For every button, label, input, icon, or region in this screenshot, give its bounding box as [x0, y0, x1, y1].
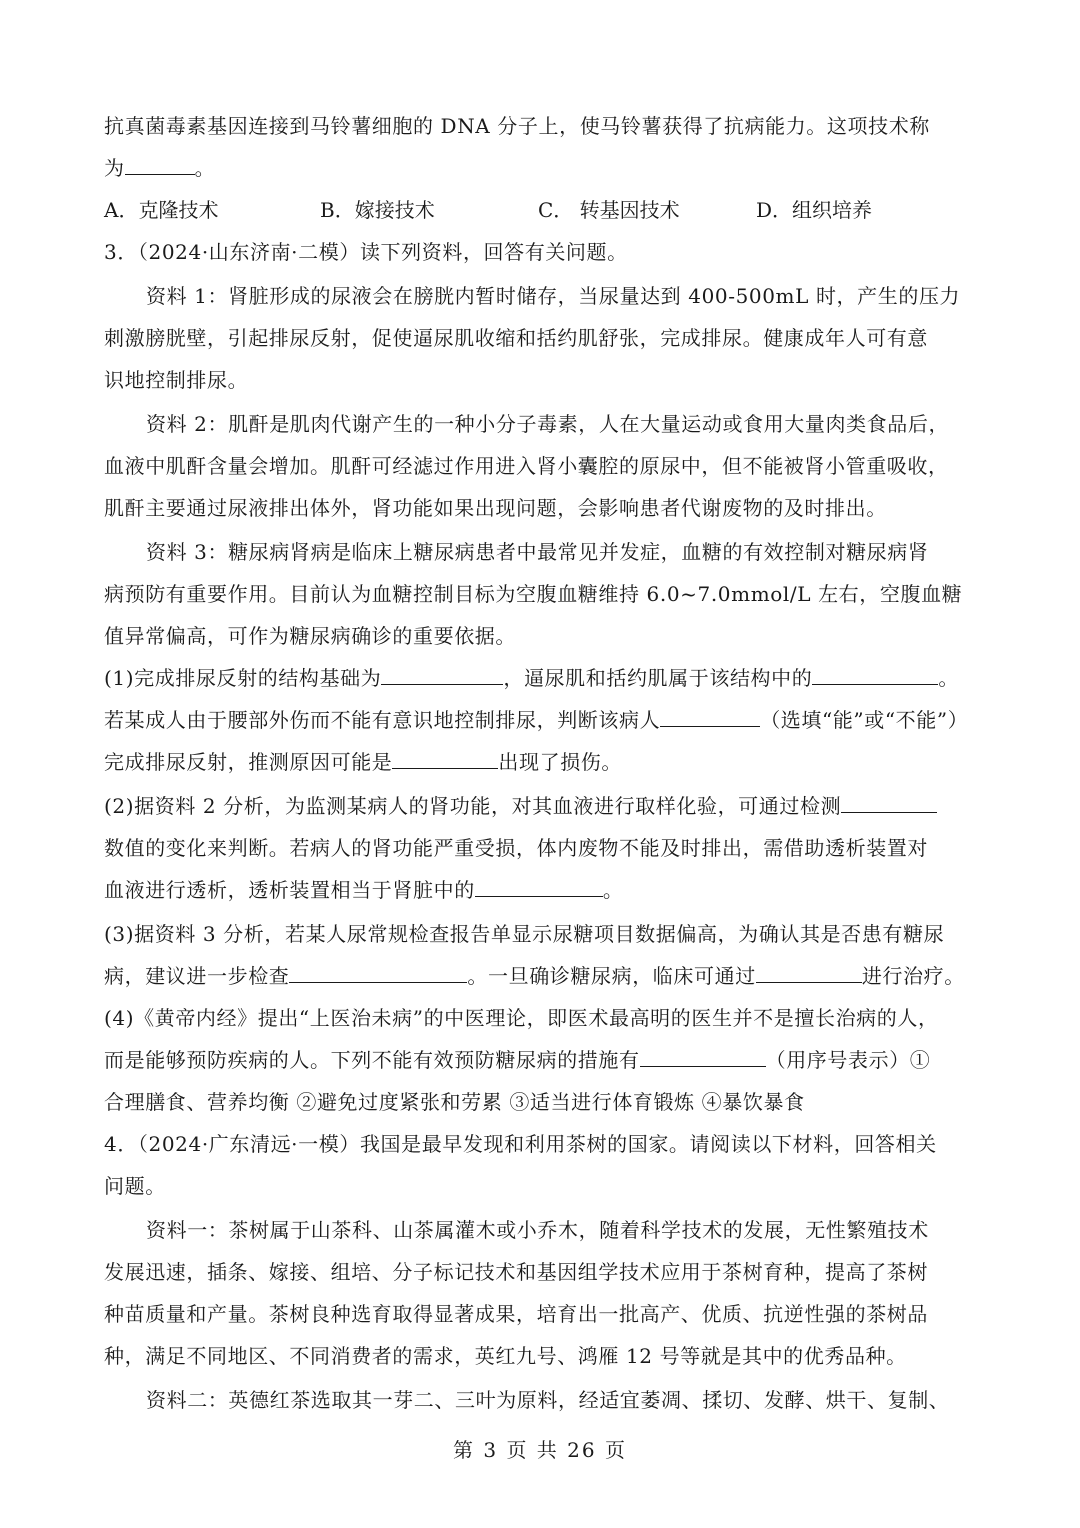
q3-part1-text-g: 出现了损伤。: [498, 750, 623, 774]
q3-material2-line-2: 血液中肌酐含量会增加。肌酐可经滤过作用进入肾小囊腔的原尿中，但不能被肾小管重吸收，: [104, 454, 949, 478]
q3-part2-line-1: [104, 792, 994, 820]
q2-text-line-1: 抗真菌毒素基因连接到马铃薯细胞的 DNA 分子上，使马铃薯获得了抗病能力。这项技术称: [104, 114, 930, 138]
q3-part4-line-3: 合理膳食、营养均衡 ②避免过度紧张和劳累 ③适当进行体育锻炼 ④暴饮暴食: [104, 1090, 805, 1114]
q3-part4-blank-1[interactable]: [640, 1046, 766, 1067]
q3-part4-line-2: [104, 1046, 994, 1074]
q3-part4-text-c: （用序号表示）①: [765, 1048, 931, 1072]
q3-part1-blank-2[interactable]: [812, 664, 938, 685]
q2-option-d[interactable]: D．组织培养: [756, 198, 873, 222]
q3-part1-text-e: （选填“能”或“不能”）: [760, 708, 969, 732]
q3-part3-blank-2[interactable]: [756, 962, 862, 983]
q2-option-c[interactable]: C． 转基因技术: [538, 198, 680, 222]
q4-header-line-1: 4．（2024·广东清远·一模）我国是最早发现和利用茶树的国家。请阅读以下材料，回答相关: [104, 1132, 937, 1156]
q3-part2-line-3: [104, 876, 994, 904]
q3-part2-line-2: 数值的变化来判断。若病人的肾功能严重受损，体内废物不能及时排出，需借助透析装置对: [104, 836, 928, 860]
q3-material3-line-2: 病预防有重要作用。目前认为血糖控制目标为空腹血糖维持 6.0~7.0mmol/L 左右，空腹血糖: [104, 582, 963, 606]
page-number-footer: 第 3 页 共 26 页: [453, 1438, 627, 1462]
q2-answer-blank[interactable]: [125, 154, 195, 175]
q3-part1-line-1: [104, 664, 994, 692]
q4-header-line-2: 问题。: [104, 1174, 166, 1198]
q3-part1-text-b: ，逼尿肌和括约肌属于该结构中的: [503, 666, 813, 690]
q3-part1-text-d: 若某成人由于腰部外伤而不能有意识地控制排尿，判断该病人: [104, 708, 661, 732]
q2-text-suffix: 。: [194, 156, 216, 180]
q3-part1-blank-1[interactable]: [381, 664, 503, 685]
q3-material2-line-3: 肌酐主要通过尿液排出体外，肾功能如果出现问题，会影响患者代谢废物的及时排出。: [104, 496, 887, 520]
q3-part3-text-d: 进行治疗。: [861, 964, 965, 988]
q4-material1-line-4: 种，满足不同地区、不同消费者的需求，英红九号、鸿雁 12 号等就是其中的优秀品种。: [104, 1344, 907, 1368]
q3-part2-text-c: 血液进行透析，透析装置相当于肾脏中的: [104, 878, 475, 902]
q4-material1-line-1: 资料一：茶树属于山茶科、山茶属灌木或小乔木，随着科学技术的发展，无性繁殖技术: [146, 1218, 929, 1242]
q3-part3-text-c: 。一旦确诊糖尿病，临床可通过: [467, 964, 756, 988]
q3-material3-line-1: 资料 3：糖尿病肾病是临床上糖尿病患者中最常见并发症，血糖的有效控制对糖尿病肾: [146, 540, 929, 564]
q3-part4-text-b: 而是能够预防疾病的人。下列不能有效预防糖尿病的措施有: [104, 1048, 640, 1072]
q3-part2-blank-1[interactable]: [841, 792, 937, 813]
q3-header: 3．（2024·山东济南·二模）读下列资料，回答有关问题。: [104, 240, 628, 264]
q3-part3-blank-1[interactable]: [289, 962, 467, 983]
q3-material1-line-3: 识地控制排尿。: [104, 368, 249, 392]
q3-part2-blank-2[interactable]: [475, 876, 603, 897]
q3-part2-text-d: 。: [602, 878, 624, 902]
q3-part3-text-b: 病，建议进一步检查: [104, 964, 290, 988]
q3-material1-line-1: 资料 1：肾脏形成的尿液会在膀胱内暂时储存，当尿量达到 400-500mL 时，产生的压力: [146, 284, 961, 308]
q3-part1-blank-4[interactable]: [392, 748, 498, 769]
q3-part3-line-1: (3)据资料 3 分析，若某人尿常规检查报告单显示尿糖项目数据偏高，为确认其是否患有糖尿: [104, 922, 945, 946]
q3-part3-line-2: [104, 962, 994, 990]
q2-option-b[interactable]: B．嫁接技术: [320, 198, 435, 222]
q2-option-a[interactable]: A．克隆技术: [104, 198, 219, 222]
q4-material2-line-1: 资料二：英德红茶选取其一芽二、三叶为原料，经适宜萎凋、揉切、发酵、烘干、复制、: [146, 1388, 950, 1412]
q3-part1-text-f: 完成排尿反射，推测原因可能是: [104, 750, 393, 774]
q3-part1-text-c: 。: [938, 666, 959, 690]
q4-material1-line-3: 种苗质量和产量。茶树良种选育取得显著成果，培育出一批高产、优质、抗逆性强的茶树品: [104, 1302, 928, 1326]
q2-text-prefix: 为: [104, 156, 125, 180]
q3-material3-line-3: 值异常偏高，可作为糖尿病确诊的重要依据。: [104, 624, 516, 648]
q4-material1-line-2: 发展迅速，插条、嫁接、组培、分子标记技术和基因组学技术应用于茶树育种，提高了茶树: [104, 1260, 928, 1284]
q3-part4-line-1: (4)《黄帝内经》提出“上医治未病”的中医理论，即医术最高明的医生并不是擅长治病的人，: [104, 1006, 939, 1030]
q3-part1-line-2: [104, 706, 994, 734]
q3-material2-line-1: 资料 2：肌酐是肌肉代谢产生的一种小分子毒素，人在大量运动或食用大量肉类食品后，: [146, 412, 950, 436]
q3-material1-line-2: 刺激膀胱壁，引起排尿反射，促使逼尿肌收缩和括约肌舒张，完成排尿。健康成年人可有意: [104, 326, 928, 350]
q3-part1-blank-3[interactable]: [660, 706, 760, 727]
q3-part1-line-3: [104, 748, 994, 776]
q2-text-line-2: [104, 154, 994, 182]
q3-part1-text-a: (1)完成排尿反射的结构基础为: [104, 666, 382, 690]
q3-part2-text-a: (2)据资料 2 分析，为监测某病人的肾功能，对其血液进行取样化验，可通过检测: [104, 794, 842, 818]
